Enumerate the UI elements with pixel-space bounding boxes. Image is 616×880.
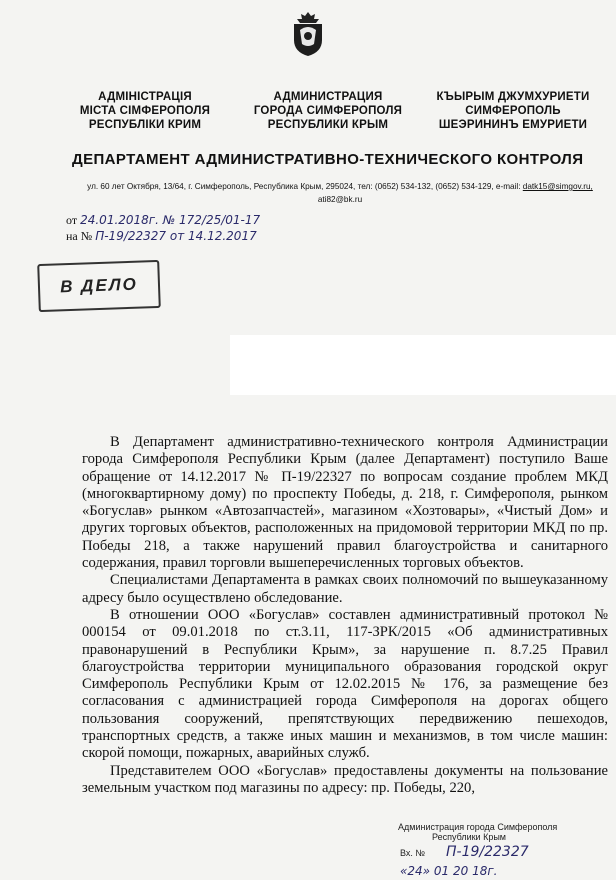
redacted-area — [230, 335, 616, 395]
header-crimean-tatar — [418, 90, 608, 132]
header-line: РЕСПУБЛІКИ КРИМ — [88, 119, 202, 131]
stamp-line: Республики Крым — [432, 832, 506, 842]
header-line: РЕСПУБЛИКИ КРЫМ — [267, 119, 389, 131]
file-stamp: В ДЕЛО — [37, 260, 161, 312]
email-text: ati82@bk.ru — [317, 195, 363, 204]
header-ukrainian — [50, 90, 240, 132]
contact-info — [75, 180, 605, 206]
ref-value: П-19/22327 от 14.12.2017 — [95, 229, 257, 243]
registration-stamp — [392, 820, 612, 880]
ref-value: 24.01.2018г. № 172/25/01-17 — [80, 213, 261, 227]
header-line: МІСТА СІМФЕРОПОЛЯ — [79, 105, 211, 117]
coat-of-arms-icon — [288, 10, 328, 58]
stamp-line: Администрация города Симферополя — [398, 822, 558, 832]
header-line: КЪЫРЫМ ДЖУМХУРИЕТИ — [436, 91, 590, 103]
stamp-date: «24» 01 20 18г. — [400, 864, 498, 878]
header-line: АДМІНІСТРАЦІЯ — [98, 91, 192, 103]
paragraph: В отношении ООО «Богуслав» составлен административный протокол № 000154 от 09.01.2018 по ст.3.11, 117-ЗРК/2015 «Об административных правонарушений в Республики Крым», за нарушение п. 8.7.25 Правил благоустройства территории муниципального образования городской округ Симферополь Республики Крым от 12.02.2015 № 176, за размещение без согласования с администрацией города Симферополя на дорогах общего пользования сооружений, препятствующих передвижению пешеходов, транспортных средств, а также иных машин и механизмов, в том числе машин: скорой помощи, пожарных, аварийных служб. — [82, 606, 608, 762]
outgoing-ref — [66, 213, 260, 228]
header-line: ШЕЭРИНИНЪ ЕМУРИЕТИ — [438, 119, 588, 131]
stamp-value: П-19/22327 — [446, 844, 529, 860]
email-link[interactable]: datk15@simgov.ru, — [522, 182, 593, 191]
ref-label: от — [66, 213, 78, 227]
department-title: ДЕПАРТАМЕНТ АДМИНИСТРАТИВНО-ТЕХНИЧЕСКОГО КОНТРОЛЯ — [72, 151, 584, 168]
address-text: ул. 60 лет Октября, 13/64, г. Симферополь, Республика Крым, 295024, тел: (0652) 534-132, (0652) 534-129, e-mail: — [87, 182, 523, 191]
header-line: АДМИНИСТРАЦИЯ — [273, 91, 383, 103]
paragraph: Представителем ООО «Богуслав» предоставлены документы на пользование земельным участком под магазины по адресу: пр. Победы, 220, — [82, 762, 608, 796]
paragraph: В Департамент административно-технического контроля Администрации города Симферополя Республики Крым (далее Департамент) поступило Ваше обращение от 14.12.2017 № П-19/22327 по вопросам создание проблем МКД (многоквартирному дому) по проспекту Победы, д. 218, г. Симферополя, рынком «Богуслав» рынком «Автозапчастей», магазином «Хозтовары», «Чистый Дом» и других торговых объектов, расположенных на придомовой территории МКД по пр. Победы 218, а также нарушений правил благоустройства и санитарного содержания, правил торговли вышеперечисленных торговых объектов. — [82, 434, 608, 572]
header-russian — [233, 90, 423, 132]
stamp-label: Вх. № — [400, 848, 426, 858]
paragraph: Специалистами Департамента в рамках своих полномочий по вышеуказанному адресу было осуществлено обследование. — [82, 572, 608, 606]
ref-label: на № — [66, 229, 93, 243]
header-line: СИМФЕРОПОЛЬ — [465, 105, 561, 117]
incoming-ref — [66, 229, 257, 244]
header-line: ГОРОДА СИМФЕРОПОЛЯ — [253, 105, 403, 117]
letter-body — [82, 434, 608, 797]
